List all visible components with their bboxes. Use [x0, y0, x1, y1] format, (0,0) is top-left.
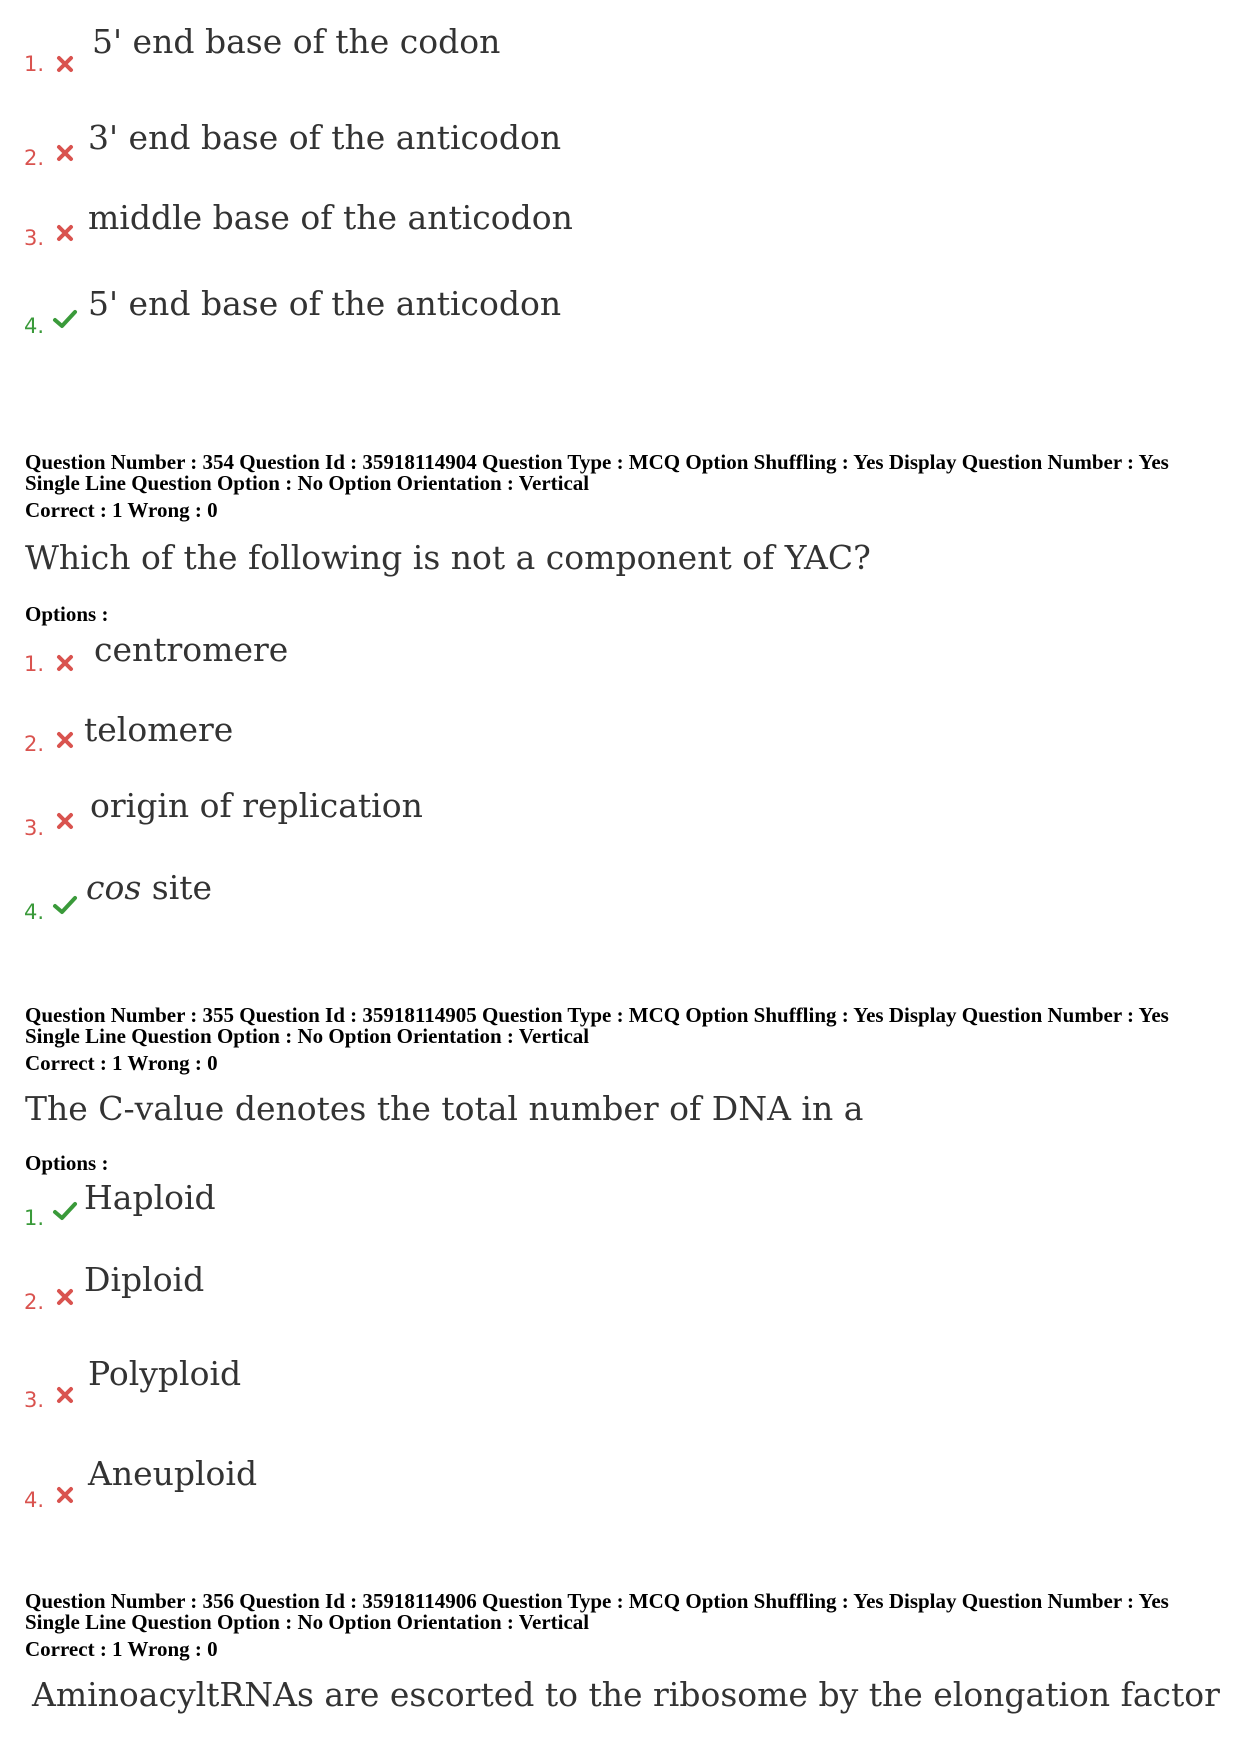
checkmark-icon	[52, 894, 78, 916]
option-text-italic: cos	[86, 868, 142, 907]
question-meta-options: Single Line Question Option : No Option Orientation : Vertical	[25, 1024, 590, 1048]
option-text: 5' end base of the codon	[92, 22, 501, 61]
option-row	[24, 786, 1124, 854]
wrong-mark-icon	[54, 1286, 76, 1308]
option-row	[24, 198, 1124, 264]
option-row	[24, 284, 1124, 352]
question-meta-options: Single Line Question Option : No Option Orientation : Vertical	[25, 1610, 590, 1634]
options-label: Options :	[25, 602, 109, 626]
options-label: Options :	[25, 1151, 109, 1175]
option-text: Diploid	[84, 1260, 205, 1299]
checkmark-icon	[52, 1200, 78, 1222]
option-number: 3.	[24, 1388, 45, 1412]
option-row	[24, 1454, 1124, 1522]
option-number: 3.	[24, 226, 45, 250]
wrong-mark-icon	[54, 729, 76, 751]
option-number: 1.	[24, 1206, 45, 1230]
option-number: 1.	[24, 652, 45, 676]
option-text: 5' end base of the anticodon	[88, 284, 562, 323]
option-number: 2.	[24, 1290, 45, 1314]
option-text: telomere	[84, 710, 234, 749]
wrong-mark-icon	[54, 222, 76, 244]
option-text: centromere	[94, 630, 289, 669]
option-row	[24, 1178, 1124, 1242]
option-row	[24, 22, 1124, 88]
question-marks: Correct : 1 Wrong : 0	[25, 498, 218, 522]
wrong-mark-icon	[54, 53, 76, 75]
option-text: 3' end base of the anticodon	[88, 118, 562, 157]
option-row	[24, 1354, 1124, 1422]
wrong-mark-icon	[54, 810, 76, 832]
question-text: Which of the following is not a component of YAC?	[25, 538, 871, 577]
option-text: Haploid	[84, 1178, 216, 1217]
question-marks: Correct : 1 Wrong : 0	[25, 1051, 218, 1075]
option-text	[86, 868, 212, 907]
option-row	[24, 630, 1124, 698]
option-number: 2.	[24, 146, 45, 170]
option-row	[24, 710, 1124, 778]
question-meta-options: Single Line Question Option : No Option Orientation : Vertical	[25, 471, 590, 495]
option-row	[24, 868, 1124, 936]
option-text: Polyploid	[88, 1354, 242, 1393]
question-meta: Question Number : 356 Question Id : 35918114906 Question Type : MCQ Option Shuffling : Yes Display Question Number : Yes	[25, 1589, 1169, 1613]
question-marks: Correct : 1 Wrong : 0	[25, 1637, 218, 1661]
wrong-mark-icon	[54, 1384, 76, 1406]
question-text: AminoacyltRNAs are escorted to the ribosome by the elongation factor	[32, 1675, 1220, 1714]
option-row	[24, 1260, 1124, 1326]
question-meta: Question Number : 354 Question Id : 35918114904 Question Type : MCQ Option Shuffling : Yes Display Question Number : Yes	[25, 450, 1169, 474]
option-number: 4.	[24, 900, 45, 924]
checkmark-icon	[52, 308, 78, 330]
option-number: 1.	[24, 52, 45, 76]
option-text: origin of replication	[90, 786, 423, 825]
option-number: 2.	[24, 732, 45, 756]
option-text-rest: site	[141, 868, 213, 907]
option-number: 4.	[24, 314, 45, 338]
wrong-mark-icon	[54, 142, 76, 164]
option-text: middle base of the anticodon	[88, 198, 573, 237]
option-number: 3.	[24, 816, 45, 840]
option-text: Aneuploid	[88, 1454, 258, 1493]
question-text: The C-value denotes the total number of DNA in a	[25, 1089, 864, 1128]
question-meta: Question Number : 355 Question Id : 35918114905 Question Type : MCQ Option Shuffling : Yes Display Question Number : Yes	[25, 1003, 1169, 1027]
wrong-mark-icon	[54, 652, 76, 674]
option-row	[24, 118, 1124, 182]
option-number: 4.	[24, 1488, 45, 1512]
wrong-mark-icon	[54, 1484, 76, 1506]
